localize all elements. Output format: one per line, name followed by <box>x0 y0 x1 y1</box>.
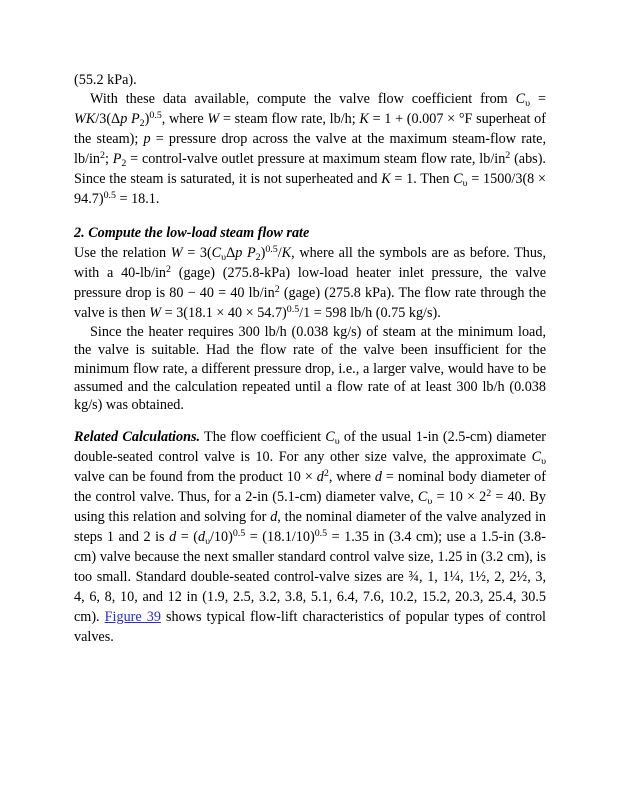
related-calculations-label: Related Calculations. <box>74 429 201 446</box>
document-body <box>74 71 546 647</box>
spacer <box>74 414 546 427</box>
figure-39-link[interactable]: Figure 39 <box>104 609 161 626</box>
paragraph-heater-requirement: Since the heater requires 300 lb/h (0.038 kg/s) of steam at the minimum load, the valve is suitable. Had the flow rate of the valve been insufficient for the minimum flow rate, a different pressure drop, i.e., a larger valve, would have to be assumed and the calculation repeated until a flow rate of at least 300 lb/h (0.038 kg/s) was obtained. <box>74 324 546 414</box>
paragraph-valve-coefficient: With these data available, compute the valve flow coefficient from $C_\upsilon = WK/3(\Delta p$ $P_2)^{0.5}$, where W = steam flow rate, lb/h; K = 1 + (0.007 × °F superheat of the steam); p = pressure drop across the valve at the maximum steam-flow rate, $lb/in^2$; $P_2$ = control-valve outlet pressure at maximum steam flow rate, $lb/in^2$ (abs). Since the steam is saturated, it is not superheated and K = 1. Then $C_\upsilon = 1500/3(8 \times 94.7)^{0.5} = 18.1$. <box>74 91 547 208</box>
paragraph-related-calculations: Related Calculations. The flow coefficient $C_\upsilon$ of the usual 1-in (2.5-cm) diameter double-seated control valve is 10. For any other size valve, the approximate $C_\upsilon$ valve can be found from the product $10 \times d^2$, where d = nominal body diameter of the control valve. Thus, for a 2-in (5.1-cm) diameter valve, $C_\upsilon = 10 \times 2^2 = 40$. By using this relation and solving for d, the nominal diameter of the valve analyzed in steps 1 and 2 is $d = (d_\upsilon/10)^{0.5} = (18.1/10)^{0.5} = 1.35$ in (3.4 cm); use a 1.5-in (3.8-cm) valve because the next smaller standard control valve size, 1.25 in (3.2 cm), is too small. Standard double-seated control-valve sizes are ¾, 1, 1¼, 1½, 2, 2½, 3, 4, 6, 8, 10, and 12 in (1.9, 2.5, 3.2, 3.8, 5.1, 6.4, 7.6, 10.2, 15.2, 20.3, 25.4, 30.5 cm). Figure 39 shows typical flow-lift characteristics of popular types of control valves. <box>74 429 547 646</box>
step-heading: 2. Compute the low-load steam flow rate <box>74 225 310 242</box>
paragraph-low-load-flow: Use the relation $W = 3(C_\upsilon\Delta p$ $P_2)^{0.5}/K$, where all the symbols are as before. Thus, with a $40-lb/in^2$ (gage) (275.8-kPa) low-load heater inlet pressure, the valve pressure drop is 80 − 40 = 40 $lb/in^2$ (gage) (275.8 kPa). The flow rate through the valve is then $W = 3(18.1 \times 40 \times 54.7)^{0.5}/1 = 598$ lb/h (0.75 kg/s). <box>74 244 546 322</box>
opening-fragment: (55.2 kPa). <box>74 72 137 88</box>
spacer <box>74 209 546 223</box>
